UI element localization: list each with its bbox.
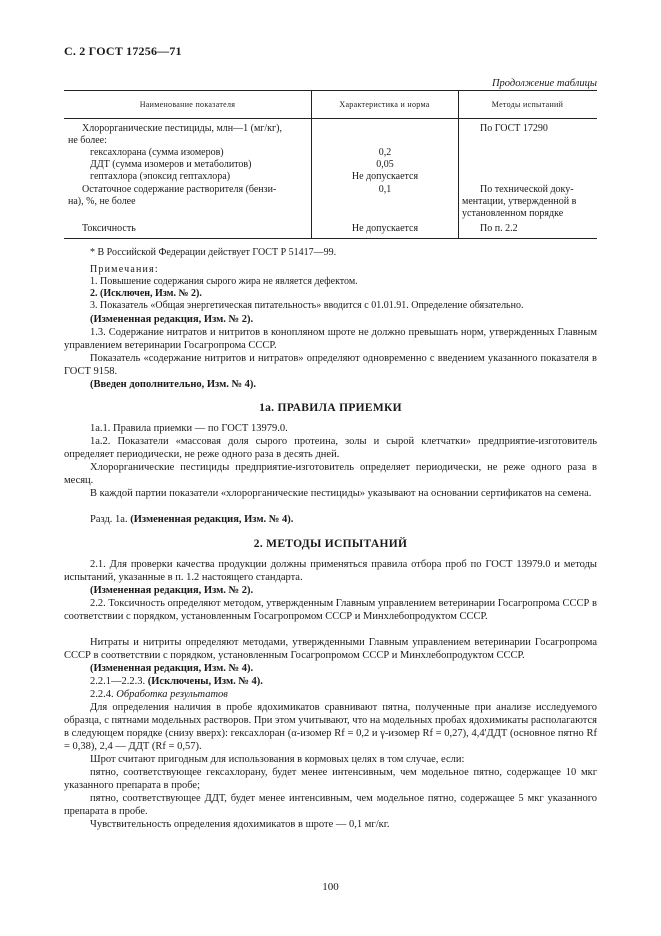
paragraph: 2.2. Токсичность определяют методом, утвержденным Главным управлением ветеринарии Госагропрома СССР в соответствии с порядком, установленным Госагропромом СССР и Минхлебопродуктом СССР. xyxy=(64,598,597,622)
paragraph-bold: (Исключены, Изм. № 4). xyxy=(147,676,263,687)
row-name-line: ДДТ (сумма изомеров и метаболитов) xyxy=(90,159,252,170)
section-title-acceptance: 1а. ПРАВИЛА ПРИЕМКИ xyxy=(259,402,402,414)
paragraph: 1а.2. Показатели «массовая доля сырого протеина, золы и сырой клетчатки» предприятие-изготовитель определяет периодически, не реже одного раза в десять дней. xyxy=(64,436,597,460)
paragraph-lead: 2.2.4. xyxy=(90,689,117,700)
paragraph xyxy=(64,688,597,701)
column-header-method: Методы испытаний xyxy=(491,100,564,109)
table-row xyxy=(68,184,308,208)
paragraph: Чувствительность определения ядохимикатов в шроте — 0,1 мг/кг. xyxy=(90,819,390,830)
paragraph: Показатель «содержание нитритов и нитратов» определяют одновременно с введением указанного показателя в ГОСТ 9158. xyxy=(64,353,597,377)
footnote: * В Российской Федерации действует ГОСТ Р 51417—99. xyxy=(90,247,337,258)
row-name-line: не более: xyxy=(68,135,107,146)
section-title-methods: 2. МЕТОДЫ ИСПЫТАНИЙ xyxy=(253,538,408,550)
paragraph: 2.1. Для проверки качества продукции должны применяться правила отбора проб по ГОСТ 13979.0 и методы испытаний, указанные в п. 1.2 настоящего стандарта. xyxy=(64,559,597,583)
paragraph-lead: Разд. 1а. xyxy=(90,514,131,525)
row-norm: 0,1 xyxy=(378,184,392,195)
table-col-divider-2 xyxy=(458,90,459,238)
table-header-rule xyxy=(64,118,597,119)
row-norm-line xyxy=(315,135,455,147)
row-method: По п. 2.2 xyxy=(480,223,518,234)
paragraph xyxy=(64,675,597,688)
page-header: С. 2 ГОСТ 17256—71 xyxy=(64,44,182,58)
paragraph: 1а.1. Правила приемки — по ГОСТ 13979.0. xyxy=(90,423,288,434)
row-name-line: Остаточное содержание растворителя (бензи- xyxy=(82,184,277,195)
column-header-indicator: Наименование показателя xyxy=(139,100,236,109)
table-col-divider-1 xyxy=(311,90,312,238)
paragraph: Для определения наличия в пробе ядохимикатов сравнивают пятна, полученные при анализе исследуемого образца, с пятнами модельных растворов. При этом учитывают, что на модельных пробах ядохимикаты располагаются в следующем порядке (снизу вверх): гексахлоран (α-изомер Rf = 0,2 и γ-изомер Rf = 0,27), 4,4'ДДТ (основное пятно Rf = 0,38), 2,4 — ДДТ (Rf = 0,57). xyxy=(64,702,597,752)
paragraph: 1.3. Содержание нитратов и нитритов в конопляном шроте не должно превышать норм, утвержденных Главным управлением ветеринарии Госагропрома СССР. xyxy=(64,327,597,351)
notes-title: Примечания: xyxy=(90,264,159,275)
table-row: Токсичность xyxy=(82,223,136,234)
row-norm-line xyxy=(315,123,455,135)
row-name-line: гексахлорана (сумма изомеров) xyxy=(90,147,224,158)
note-item: 2. (Исключен, Изм. № 2). xyxy=(90,288,202,299)
paragraph: (Измененная редакция, Изм. № 2). xyxy=(90,314,254,325)
paragraph: (Измененная редакция, Изм. № 2). xyxy=(90,585,254,596)
paragraph: Хлорорганические пестициды предприятие-изготовитель определяет периодически, не реже одного раза в месяц. xyxy=(64,462,597,486)
paragraph-lead: 2.2.1—2.2.3. xyxy=(90,676,148,687)
paragraph xyxy=(64,513,597,526)
row-norm-line: Не допускается xyxy=(351,171,419,182)
row-method: По ГОСТ 17290 xyxy=(480,123,548,134)
table-row xyxy=(68,123,308,183)
paragraph: Нитраты и нитриты определяют методами, утвержденными Главным управлением ветеринарии Госагропрома СССР в соответствии с порядком, установленным Госагропромом СССР и Минхлебопродуктом СССР. xyxy=(64,637,597,661)
row-norm xyxy=(315,123,455,183)
note-item: 3. Показатель «Общая энергетическая питательность» вводится с 01.01.91. Определение обязательно. xyxy=(90,300,524,311)
paragraph: Шрот считают пригодным для использования в кормовых целях в том случае, если: xyxy=(90,754,465,765)
row-method-line: ментации, утвержденной в xyxy=(462,196,577,207)
note-item: 1. Повышение содержания сырого жира не является дефектом. xyxy=(90,276,358,287)
row-method-line: По технической доку- xyxy=(480,184,574,195)
paragraph: (Введен дополнительно, Изм. № 4). xyxy=(90,379,257,390)
row-name-line: гептахлора (эпоксид гептахлора) xyxy=(90,171,231,182)
paragraph: пятно, соответствующее ДДТ, будет менее интенсивным, чем модельное пятно, содержащее 5 мкг указанного препарата в пробе. xyxy=(64,793,597,817)
paragraph-italic: Обработка результатов xyxy=(116,689,228,700)
paragraph: пятно, соответствующее гексахлорану, будет менее интенсивным, чем модельное пятно, содержащее 10 мкг указанного препарата в пробе; xyxy=(64,767,597,791)
column-header-norm: Характеристика и норма xyxy=(339,100,430,109)
row-norm: Не допускается xyxy=(351,223,419,234)
table-continuation-label: Продолжение таблицы xyxy=(491,78,597,89)
table-bottom-rule xyxy=(64,238,597,239)
paragraph: В каждой партии показатели «хлорорганические пестициды» указывают на основании сертификатов на семена. xyxy=(90,488,592,499)
row-method-line: установленном порядке xyxy=(462,208,564,219)
row-norm-line: 0,2 xyxy=(378,147,392,158)
page-number: 100 xyxy=(322,881,339,893)
row-name-line: Хлорорганические пестициды, млн—1 (мг/кг), xyxy=(82,123,282,134)
table-top-rule xyxy=(64,90,597,91)
paragraph: (Измененная редакция, Изм. № 4). xyxy=(90,663,254,674)
row-name-line: на), %, не более xyxy=(68,196,136,207)
row-method xyxy=(462,184,602,220)
row-norm-line: 0,05 xyxy=(376,159,394,170)
paragraph-bold: (Измененная редакция, Изм. № 4). xyxy=(130,514,294,525)
